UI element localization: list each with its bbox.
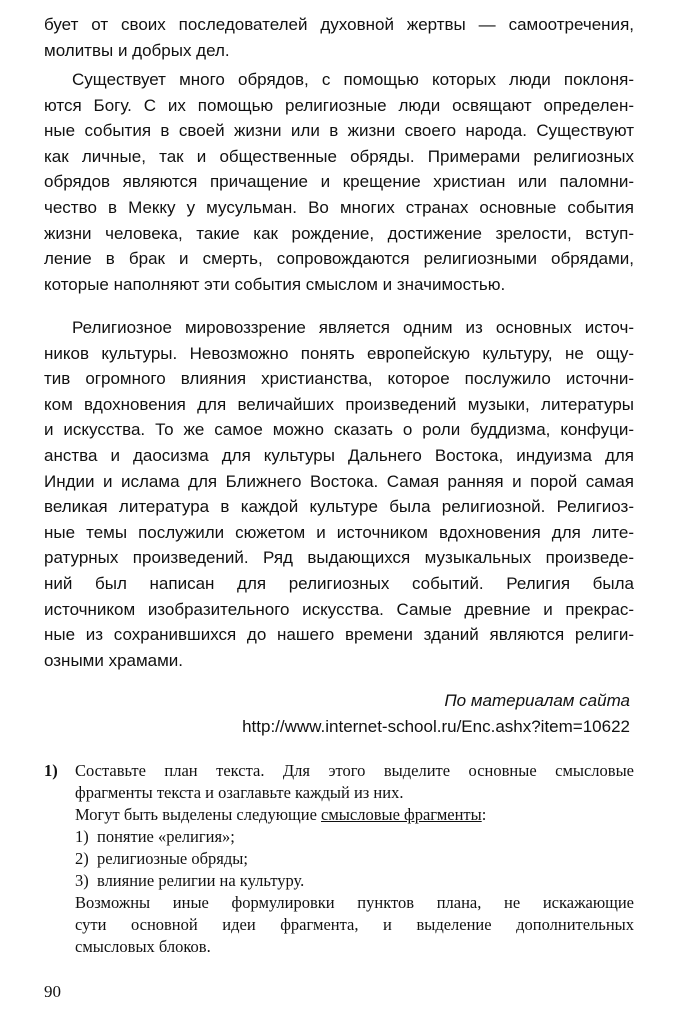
text-line: ные из сохранившихся до нашего времени зданий являются религи- [44, 625, 634, 645]
text-line: Религиозное мировоззрение является одним из основных источ- [72, 318, 634, 337]
intro-suffix: : [481, 805, 487, 824]
note-line: Возможны иные формулировки пунктов плана, не искажающие [75, 893, 634, 912]
plan-item: 1) понятие «религия»; [75, 827, 235, 846]
note-line: сути основной идеи фрагмента, и выделение дополнительных [75, 915, 634, 934]
text-line: молитвы и добрых дел. [44, 40, 230, 60]
task-line: фрагменты текста и озаглавьте каждый из них. [75, 783, 404, 802]
text-line: ком вдохновения для величайших произведений музыки, литературы [44, 394, 634, 414]
text-line: как личные, так и общественные обряды. Примерами религиозных [44, 146, 634, 166]
text-line: ются Богу. С их помощью религиозные люди освящают определен- [44, 95, 634, 115]
text-line: анства и даосизма для культуры Дальнего Востока, индуизма для [44, 445, 634, 465]
note-line: смысловых блоков. [75, 937, 211, 956]
text-line: ников культуры. Невозможно понять европейскую культуру, не ощу- [44, 343, 634, 363]
paragraph-continuation [44, 12, 634, 63]
intro-underlined: смысловые фрагменты [321, 805, 482, 824]
text-line: которые наполняют эти события смыслом и значимостью. [44, 274, 506, 294]
text-line: чество в Мекку у мусульман. Во многих странах основные события [44, 197, 634, 217]
task-line: Составьте план текста. Для этого выделите основные смысловые [75, 761, 634, 780]
plan-item: 3) влияние религии на культуру. [75, 871, 305, 890]
text-line: обрядов являются причащение и крещение христиан или паломни- [44, 172, 634, 192]
text-line: источником изобразительного искусства. Самые древние и прекрас- [44, 599, 634, 619]
source-label: По материалам сайта [444, 691, 630, 710]
text-line: озными храмами. [44, 650, 184, 670]
intro-prefix: Могут быть выделены следующие [75, 805, 322, 824]
page-number: 90 [44, 982, 61, 1001]
paragraph-rituals [44, 67, 634, 297]
text-line: Индии и ислама для Ближнего Востока. Самая ранняя и порой самая [44, 471, 634, 491]
text-line: ные события в своей жизни или в жизни своего народа. Существуют [44, 121, 634, 141]
paragraph-culture [44, 315, 634, 673]
text-line: великая литература в каждой культуре была религиозной. Религиоз- [44, 497, 634, 517]
answer-block [44, 760, 634, 958]
text-line: и искусства. То же самое можно сказать о роли буддизма, конфуци- [44, 420, 634, 440]
source-url: http://www.internet-school.ru/Enc.ashx?item=10622 [242, 717, 630, 736]
text-line: ний был написан для религиозных событий. Религия была [44, 573, 634, 593]
text-line: бует от своих последователей духовной жертвы — самоотречения, [44, 15, 634, 34]
plan-item: 2) религиозные обряды; [75, 849, 248, 868]
task-number: 1) [44, 761, 58, 780]
text-line: Существует много обрядов, с помощью которых люди поклоня- [72, 70, 634, 89]
answer-body [75, 760, 634, 958]
text-line: ные темы послужили сюжетом и источником вдохновения для лите- [44, 522, 634, 542]
text-line: жизни человека, такие как рождение, достижение зрелости, вступ- [44, 223, 634, 243]
text-line: тив огромного влияния христианства, которое послужило источни- [44, 369, 634, 389]
text-line: ление в брак и смерть, сопровождаются религиозными обрядами, [44, 249, 634, 269]
source-attribution [70, 688, 630, 740]
text-line: ратурных произведений. Ряд выдающихся музыкальных произведе- [44, 548, 634, 568]
intro-line [75, 804, 634, 826]
